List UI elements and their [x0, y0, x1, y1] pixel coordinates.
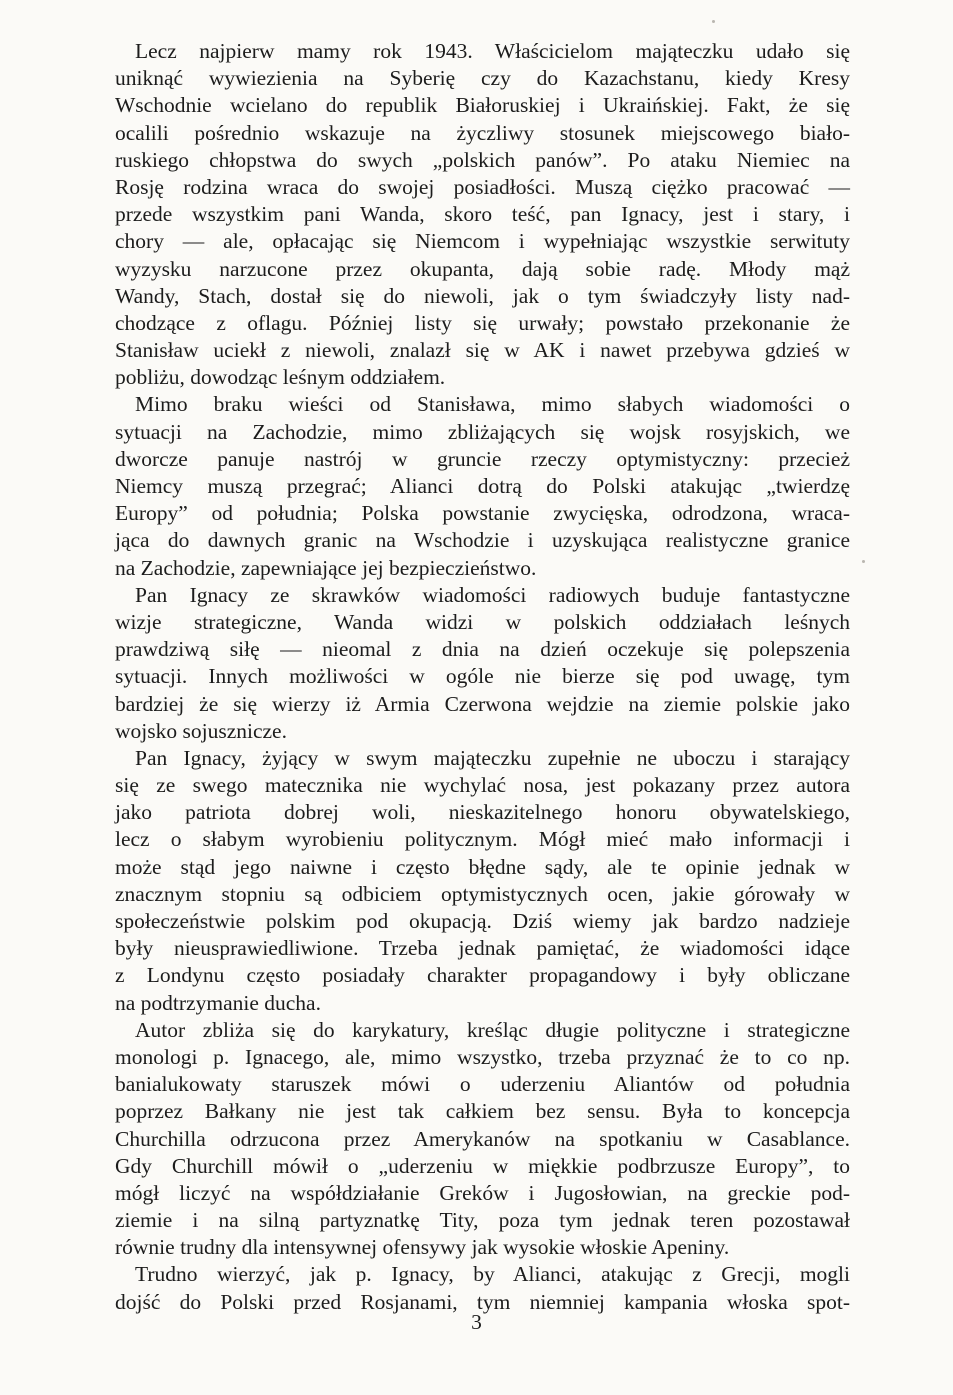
text-line: uniknąć wywiezienia na Syberię czy do Kazachstanu, kiedy Kresy [115, 66, 850, 91]
text-line: poprzez Bałkany nie jest tak całkiem bez sensu. Była to koncepcja [115, 1099, 850, 1124]
text-line: pobliżu, dowodząc leśnym oddziałem. [115, 365, 446, 390]
text-line: Stanisław uciekł z niewoli, znalazł się w AK i nawet przebywa gdzieś w [115, 338, 850, 363]
text-line: Europy” od południa; Polska powstanie zwycięska, odrodzona, wraca- [115, 501, 850, 526]
text-line: sytuacji na Zachodzie, mimo zbliżających się wojsk rosyjskich, we [115, 419, 850, 444]
text-line: lecz o słabym wyrobieniu politycznym. Mógł mieć mało informacji i [115, 827, 850, 852]
text-line: były nieusprawiedliwione. Trzeba jednak pamiętać, że wiadomości idące [115, 936, 850, 961]
text-line: ocalili pośrednio wskazuje na życzliwy stosunek miejscowego biało- [115, 120, 850, 145]
text-line: Autor zbliża się do karykatury, kreśląc długie polityczne i strategiczne [135, 1017, 850, 1042]
paper-speck [862, 560, 865, 563]
text-line: Rosję rodzina wraca do swojej posiadłości. Muszą ciężko pracować — [115, 174, 850, 199]
text-line: Wschodnie wcielano do republik Białoruskiej i Ukraińskiej. Fakt, że się [115, 93, 850, 118]
text-line: Pan Ignacy ze skrawków wiadomości radiowych buduje fantastyczne [135, 582, 850, 607]
text-line: na podtrzymanie ducha. [115, 990, 321, 1015]
text-line: społeczeństwie polskim pod okupacją. Dziś wiemy jak bardzo nadzieje [115, 909, 850, 933]
text-line: Gdy Churchill mówił o „uderzeniu w miękkie podbrzusze Europy”, to [115, 1153, 850, 1178]
text-line: wyzysku narzucone przez okupanta, dają sobie radę. Młody mąż [115, 256, 850, 281]
page-number: 3 [471, 1310, 482, 1334]
text-line: dworcze panuje nastrój w gruncie rzeczy optymistyczny: przecież [115, 446, 850, 471]
text-line: mógł liczyć na współdziałanie Greków i Jugosłowian, na greckie pod- [115, 1180, 850, 1205]
text-line: Mimo braku wieści od Stanisława, mimo słabych wiadomości o [135, 392, 850, 417]
text-line: może stąd jego naiwne i często błędne sądy, ale te opinie jednak w [115, 854, 850, 879]
text-line: Churchilla odrzucona przez Amerykanów na spotkaniu w Casablance. [115, 1126, 850, 1151]
text-line: znacznym stopniu są odbiciem optymistycznych ocen, jakie górowały w [115, 881, 850, 906]
text-line: chodzące z oflagu. Później listy się urwały; powstało przekonanie że [115, 310, 850, 335]
text-line: bardziej że się wierzy iż Armia Czerwona wejdzie na ziemie polskie jako [115, 691, 850, 716]
text-line: ruskiego chłopstwa do swych „polskich panów”. Po ataku Niemiec na [115, 147, 850, 172]
text-line: jako patriota dobrej woli, nieskazitelnego honoru obywatelskiego, [115, 800, 850, 825]
text-line: prawdziwą siłę — nieomal z dnia na dzień oczekuje się polepszenia [115, 637, 850, 662]
text-line: Wandy, Stach, dostał się do niewoli, jak o tym świadczyły listy nad- [115, 283, 850, 308]
text-line: Niemcy muszą przegrać; Alianci dotrą do Polski atakując „twierdzę [115, 474, 850, 498]
text-line: się ze swego matecznika nie wychylać nosa, jest pokazany przez autora [115, 773, 850, 798]
text-line: wojsko sojusznicze. [115, 718, 287, 743]
text-line: dojść do Polski przed Rosjanami, tym niemniej kampania włoska spot- [115, 1289, 850, 1314]
text-line: ziemie i na silną partyznatkę Tity, poza tym jednak teren pozostawał [115, 1208, 850, 1233]
text-line: Trudno wierzyć, jak p. Ignacy, by Alianci, atakując z Grecji, mogli [135, 1262, 850, 1287]
text-line: banialukowaty staruszek mówi o uderzeniu Aliantów od południa [115, 1072, 850, 1097]
text-line: przede wszystkim pani Wanda, skoro teść, pan Ignacy, jest i stary, i [115, 202, 850, 227]
text-line: na Zachodzie, zapewniające jej bezpieczieństwo. [115, 555, 537, 580]
text-line: równie trudny dla intensywnej ofensywy jak wysokie włoskie Apeniny. [115, 1235, 730, 1260]
text-line: monologi p. Ignacego, ale, mimo wszystko, trzeba przyznać że to co np. [115, 1044, 850, 1069]
text-line: Pan Ignacy, żyjący w swym mająteczku zupełnie ne uboczu i starający [135, 745, 850, 770]
text-line: sytuacji. Innych możliwości w ogóle nie bierze się pod uwagę, tym [115, 664, 850, 689]
text-line: chory — ale, opłacając się Niemcom i wypełniając wszystkie serwituty [115, 229, 850, 254]
body-text [115, 38, 850, 1316]
text-line: Lecz najpierw mamy rok 1943. Właścicielom mająteczku udało się [135, 39, 850, 63]
paper-speck [712, 20, 715, 23]
text-line: wizje strategiczne, Wanda widzi w polskich oddziałach leśnych [115, 609, 850, 634]
text-line: z Londynu często posiadały charakter propagandowy i były obliczane [115, 963, 850, 988]
text-line: jąca do dawnych granic na Wschodzie i uzyskująca realistyczne granice [115, 528, 850, 553]
